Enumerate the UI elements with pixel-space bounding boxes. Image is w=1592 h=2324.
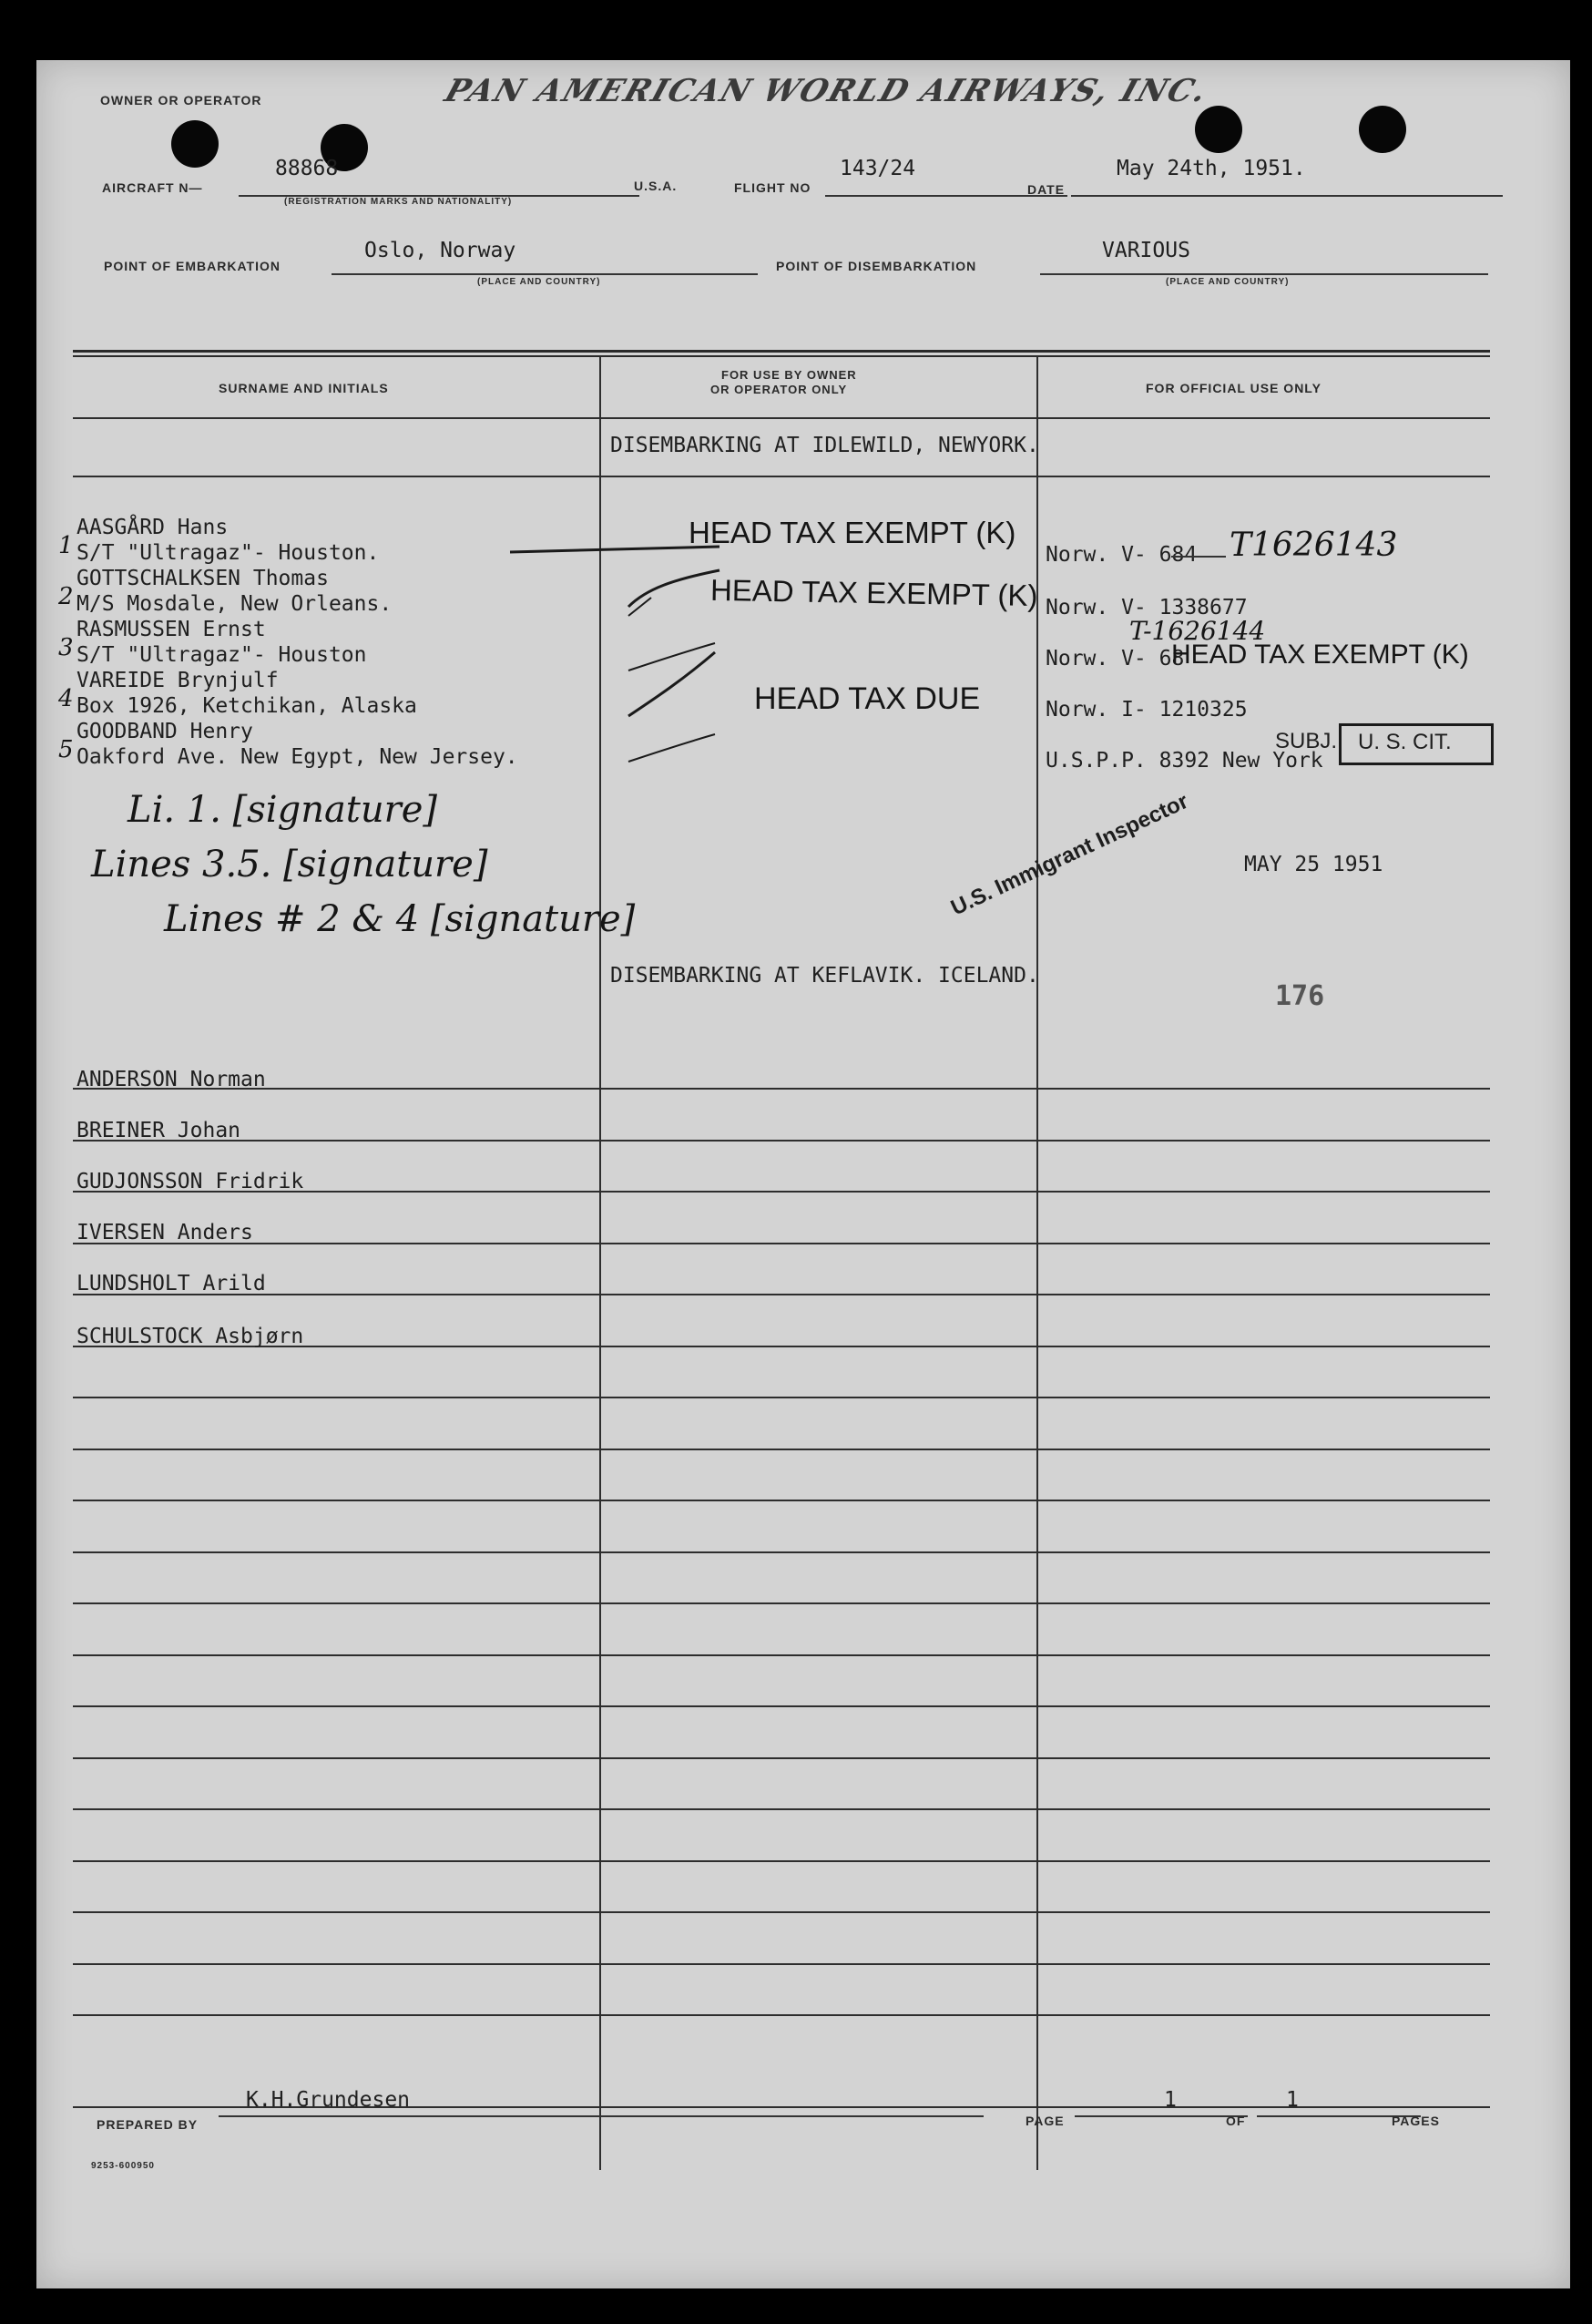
- pages-label: PAGES: [1392, 2114, 1440, 2128]
- page-value: 1: [1164, 2088, 1177, 2112]
- official-row-1: Norw. V- 684: [1046, 543, 1198, 567]
- passenger-4-name: VAREIDE Brynjulf: [77, 669, 279, 692]
- inspector-date: MAY 25 1951: [1244, 853, 1383, 876]
- ruled-line: [73, 1294, 1490, 1295]
- row-number-5: 5: [58, 736, 74, 763]
- form-code: 9253-600950: [91, 2161, 155, 2171]
- ruled-line: [73, 1963, 1490, 1965]
- row-number-3: 3: [58, 634, 74, 661]
- passenger-3-name: RASMUSSEN Ernst: [77, 618, 266, 641]
- signature-line-2: Lines 3.5. [signature]: [91, 844, 488, 886]
- official-row-3: Norw. V- 68: [1046, 647, 1185, 671]
- owner-value: PAN AMERICAN WORLD AIRWAYS, INC.: [440, 73, 1213, 109]
- passenger-1-name: AASGÅRD Hans: [77, 516, 229, 539]
- passenger-3-address: S/T "Ultragaz"- Houston: [77, 643, 367, 667]
- embark-sub: (PLACE AND COUNTRY): [477, 277, 601, 287]
- ruled-line: [73, 1088, 1490, 1090]
- disembark-sub: (PLACE AND COUNTRY): [1166, 277, 1290, 287]
- official-row-3-stamp: HEAD TAX EXEMPT (K): [1171, 640, 1469, 670]
- col-header-official: FOR OFFICIAL USE ONLY: [1146, 381, 1322, 395]
- iceland-passenger-4: IVERSEN Anders: [77, 1221, 253, 1244]
- hand-strokes: [492, 516, 729, 771]
- inspector-stamp: U.S. Immigrant Inspector: [947, 788, 1192, 921]
- ruled-line: [73, 1911, 1490, 1913]
- ruled-line: [73, 1860, 1490, 1862]
- official-row-4: Norw. I- 1210325: [1046, 698, 1248, 722]
- ruled-line: [73, 1602, 1490, 1604]
- aircraft-label: AIRCRAFT N—: [102, 180, 203, 195]
- embark-label: POINT OF EMBARKATION: [104, 259, 281, 273]
- row-number-2: 2: [58, 583, 74, 610]
- row-number-4: 4: [58, 685, 74, 712]
- official-hand-1: T1626143: [1230, 527, 1398, 564]
- column-divider: [1036, 357, 1038, 2170]
- date-value: May 24th, 1951.: [1117, 157, 1306, 180]
- remark-row-4: HEAD TAX DUE: [754, 681, 981, 716]
- ruled-line: [73, 476, 1490, 477]
- iceland-passenger-6: SCHULSTOCK Asbjørn: [77, 1325, 304, 1348]
- ruled-line: [73, 1654, 1490, 1656]
- of-value: 1: [1286, 2088, 1299, 2112]
- col-header-surname: SURNAME AND INITIALS: [219, 381, 389, 395]
- ruled-line: [73, 1705, 1490, 1707]
- ruled-line: [73, 1397, 1490, 1398]
- row-number-1: 1: [58, 532, 74, 559]
- official-row-5: U.S.P.P. 8392 New York: [1046, 749, 1323, 773]
- signature-line-1: Li. 1. [signature]: [128, 789, 438, 831]
- embark-value: Oslo, Norway: [364, 239, 516, 262]
- passenger-5-address: Oakford Ave. New Egypt, New Jersey.: [77, 745, 518, 769]
- iceland-passenger-2: BREINER Johan: [77, 1119, 241, 1142]
- stamp-number: 176: [1275, 980, 1325, 1012]
- prepared-value: K.H.Grundesen: [246, 2088, 411, 2112]
- passenger-2-address: M/S Mosdale, New Orleans.: [77, 592, 393, 616]
- disembark-label: POINT OF DISEMBARKATION: [776, 259, 977, 273]
- official-row-2: Norw. V- 1338677: [1046, 596, 1248, 619]
- passenger-5-name: GOODBAND Henry: [77, 720, 253, 743]
- of-label: OF: [1226, 2114, 1246, 2128]
- ruled-line: [73, 1449, 1490, 1450]
- remark-row-1: HEAD TAX EXEMPT (K): [689, 516, 1016, 549]
- prepared-label: PREPARED BY: [97, 2117, 199, 2132]
- usa-label: U.S.A.: [634, 179, 678, 193]
- remark-row-2: HEAD TAX EXEMPT (K): [709, 572, 1038, 613]
- ruled-line: [73, 1500, 1490, 1501]
- owner-label: OWNER OR OPERATOR: [100, 93, 262, 107]
- ruled-line: [73, 2014, 1490, 2016]
- aircraft-value: 88868: [275, 157, 339, 180]
- passenger-2-name: GOTTSCHALKSEN Thomas: [77, 567, 329, 590]
- col-header-owner-1: FOR USE BY OWNER: [721, 368, 857, 382]
- page-label: PAGE: [1026, 2114, 1065, 2128]
- punch-hole: [1359, 106, 1406, 153]
- iceland-passenger-5: LUNDSHOLT Arild: [77, 1272, 266, 1295]
- flight-value: 143/24: [840, 157, 916, 180]
- official-hand-2: T-1626144: [1129, 616, 1266, 646]
- punch-hole: [171, 120, 219, 168]
- aircraft-sub: (REGISTRATION MARKS AND NATIONALITY): [284, 197, 513, 207]
- stamp-us-cit: [1339, 723, 1494, 765]
- punch-hole: [1195, 106, 1242, 153]
- ruled-line: [73, 1140, 1490, 1142]
- disembark-value: VARIOUS: [1102, 239, 1190, 262]
- col-header-owner-2: OR OPERATOR ONLY: [710, 383, 848, 396]
- date-label: DATE: [1027, 182, 1066, 197]
- ruled-line: [73, 1808, 1490, 1810]
- stamp-subj: SUBJ.: [1275, 729, 1338, 753]
- ruled-line: [73, 1243, 1490, 1244]
- section-keflavik: DISEMBARKING AT KEFLAVIK. ICELAND.: [610, 964, 1039, 988]
- passenger-4-address: Box 1926, Ketchikan, Alaska: [77, 694, 417, 718]
- iceland-passenger-1: ANDERSON Norman: [77, 1068, 266, 1091]
- ruled-line: [73, 417, 1490, 419]
- ruled-line: [73, 1757, 1490, 1759]
- flight-label: FLIGHT NO: [734, 180, 811, 195]
- manifest-sheet: [36, 60, 1570, 2288]
- stamp-us-cit-text: U. S. CIT.: [1358, 730, 1452, 754]
- passenger-1-address: S/T "Ultragaz"- Houston.: [77, 541, 380, 565]
- iceland-passenger-3: GUDJONSSON Fridrik: [77, 1170, 304, 1193]
- signature-line-3: Lines # 2 & 4 [signature]: [164, 898, 636, 940]
- section-idlewild: DISEMBARKING AT IDLEWILD, NEWYORK.: [610, 434, 1039, 457]
- ruled-line: [73, 1551, 1490, 1553]
